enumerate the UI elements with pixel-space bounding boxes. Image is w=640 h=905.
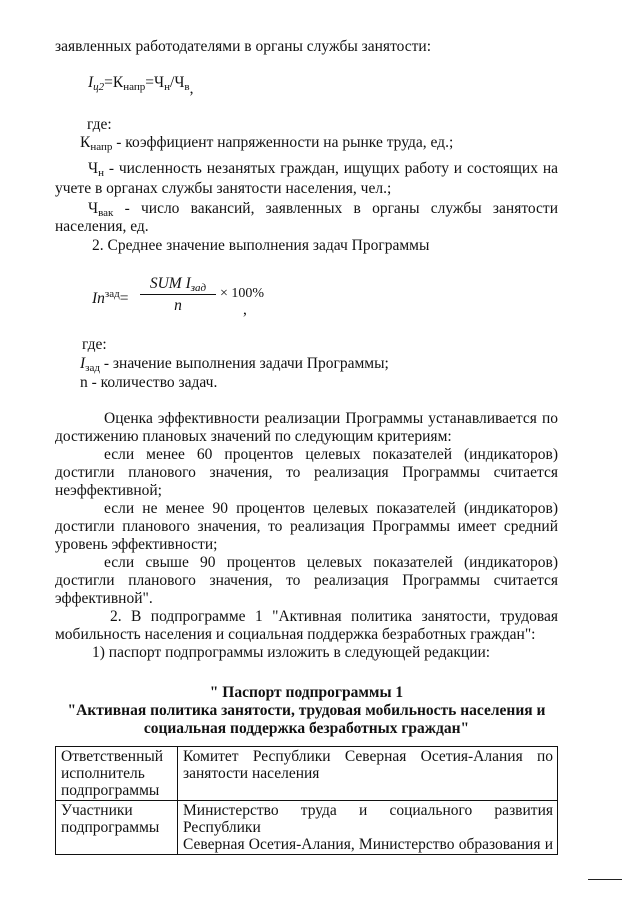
formula1-k-sub: напр	[123, 81, 146, 93]
eval-line-1: Оценка эффективности реализации Программы устанавливается по	[104, 410, 558, 427]
formula2-lhs	[92, 285, 129, 308]
definition-chn	[88, 160, 558, 182]
formula2-comma: ,	[243, 301, 247, 318]
table-cell-value	[178, 747, 558, 801]
formula2-fraction-bar	[140, 294, 216, 295]
passport-title-line-2: "Активная политика занятости, трудовая мобильность населения и	[67, 702, 546, 719]
row2-label-line-1: Участники	[61, 802, 133, 819]
formula1-comma: ,	[189, 80, 194, 97]
table-cell-value	[178, 801, 558, 855]
table-row	[56, 801, 558, 855]
row1-label-line-3: подпрограммы	[61, 782, 160, 799]
table-row	[56, 747, 558, 801]
row1-value-line-2: занятости населения	[183, 765, 320, 782]
footer-rule	[588, 879, 622, 880]
table-cell-label	[56, 801, 178, 855]
passport-title-line-3: социальная поддержка безработных граждан"	[143, 720, 470, 737]
def-knapr-text: - коэффициент напряженности на рынке труда, ед.;	[116, 134, 454, 151]
where-label-2: где:	[82, 336, 107, 353]
formula1-ch1: Ч	[154, 74, 165, 91]
def-izad-sub: зад	[85, 362, 100, 374]
def-chvak-text-2: населения, ед.	[55, 218, 149, 235]
formula1-lhs-sub: ц2	[93, 81, 105, 93]
def-chn-sub: н	[98, 167, 104, 179]
criterion-3-line-2: достигли планового значения, то реализация Программы считается	[55, 572, 558, 589]
formula2-eq: =	[119, 290, 129, 307]
row2-value-line-2: Северная Осетия-Алания, Министерство образования и	[183, 836, 553, 853]
subprogram-line-1: 2. В подпрограмме 1 "Активная политика занятости, трудовая	[110, 608, 558, 625]
def-izad-text: - значение выполнения задачи Программы;	[103, 355, 389, 372]
def-knapr-symbol: К	[80, 134, 91, 151]
formula1-slash: /	[170, 74, 175, 91]
formula2-lhs-sup: зад	[104, 288, 120, 300]
formula2-times: × 100%	[220, 286, 265, 301]
passport-title-line-1: " Паспорт подпрограммы 1	[209, 684, 404, 701]
row2-label-line-2: подпрограммы	[61, 819, 160, 836]
definition-chvak	[88, 200, 558, 222]
formula2-num-sub: зад	[190, 282, 207, 294]
definition-knapr	[80, 134, 453, 156]
formula2-lhs-text: In	[92, 290, 105, 307]
formula1-lhs: I	[88, 74, 94, 91]
criterion-1-line-3: неэффективной;	[55, 482, 162, 499]
formula-tension-coefficient	[88, 74, 193, 96]
subprogram-line-3: 1) паспорт подпрограммы изложить в следующей редакции:	[92, 644, 491, 661]
formula1-eq2: =	[145, 74, 155, 91]
def-chvak-symbol: Ч	[88, 200, 99, 217]
def-chn-text-1: - численность незанятых граждан, ищущих работу и состоящих на	[108, 160, 559, 177]
row1-value-line-1: Комитет Республики Северная Осетия-Алания по	[183, 748, 553, 765]
formula1-ch1-sub: н	[164, 81, 170, 93]
row1-label-line-2: исполнитель	[61, 765, 145, 782]
eval-line-2: достижению плановых значений по следующим критериям:	[55, 428, 452, 445]
formula1-ch2-sub: в	[184, 81, 190, 93]
criterion-1-line-1: если менее 60 процентов целевых показателей (индикаторов)	[104, 446, 558, 463]
criterion-3-line-3: эффективной".	[55, 590, 153, 607]
def-chvak-sub: вак	[98, 207, 114, 219]
formula1-eq1: =	[104, 74, 113, 91]
def-knapr-sub: напр	[90, 141, 113, 153]
criterion-1-line-2: достигли планового значения, то реализация Программы считается	[55, 464, 558, 481]
passport-table	[55, 746, 558, 855]
def-izad-symbol: I	[80, 355, 86, 372]
table-cell-label	[56, 747, 178, 801]
formula2-num-text: SUM I	[149, 275, 191, 292]
criterion-2-line-3: уровень эффективности;	[55, 536, 218, 553]
def-chn-symbol: Ч	[88, 160, 99, 177]
intro-line: заявленных работодателями в органы службы занятости:	[55, 38, 432, 55]
def-chn-text-2: учете в органах службы занятости населения, чел.;	[55, 180, 392, 197]
criterion-2-line-1: если не менее 90 процентов целевых показателей (индикаторов)	[104, 500, 558, 517]
item-2-heading: 2. Среднее значение выполнения задач Программы	[92, 237, 430, 254]
criterion-2-line-2: достигли планового значения, то реализация Программы имеет средний	[55, 518, 558, 535]
row1-label-line-1: Ответственный	[61, 748, 164, 765]
definition-n: n - количество задач.	[80, 374, 218, 391]
formula1-k: К	[112, 74, 124, 91]
row2-value-line-1: Министерство труда и социального развития Республики	[183, 802, 553, 836]
formula1-ch2: Ч	[174, 74, 185, 91]
where-label-1: где:	[87, 116, 112, 133]
formula2-denominator: n	[174, 297, 182, 314]
def-chvak-text-1: - число вакансий, заявленных в органы службы занятости	[124, 200, 559, 217]
criterion-3-line-1: если свыше 90 процентов целевых показателей (индикаторов)	[104, 554, 558, 571]
subprogram-line-2: мобильность населения и социальная поддержка безработных граждан":	[55, 626, 536, 643]
